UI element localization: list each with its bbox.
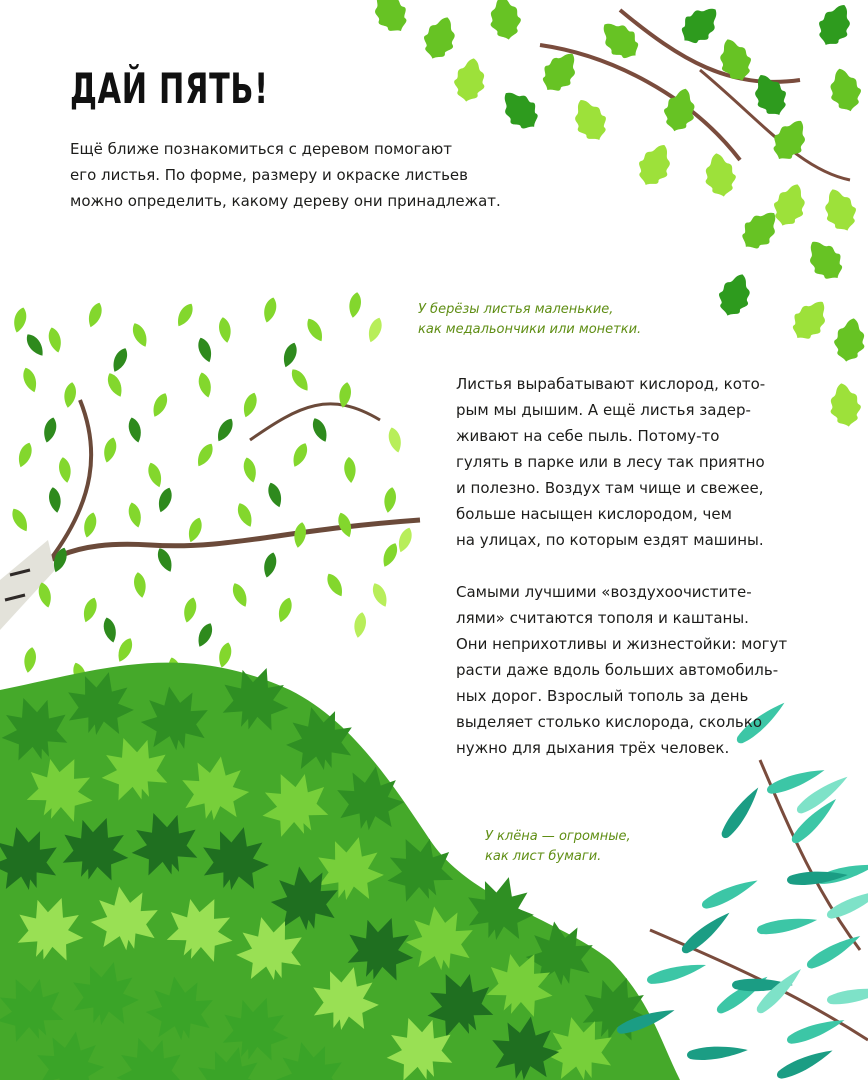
paragraph-line: гулять в парке или в лесу так приятно <box>456 453 765 471</box>
main-text-block <box>456 371 836 761</box>
caption-line: У клёна — огромные, <box>485 829 631 844</box>
paragraph-line: Листья вырабатывают кислород, кото- <box>456 375 766 393</box>
intro-line: его листья. По форме, размеру и окраске листьев <box>70 166 469 184</box>
paragraph-line: лями» считаются тополя и каштаны. <box>456 609 749 627</box>
paragraph-line: на улицах, по которым ездят машины. <box>456 531 764 549</box>
intro-line: можно определить, какому дереву они принадлежат. <box>70 192 501 210</box>
paragraph-line: расти даже вдоль больших автомобиль- <box>456 661 779 679</box>
birch-branch-left <box>0 291 420 689</box>
paragraph-line: рым мы дышим. А ещё листья задер- <box>456 401 751 419</box>
paragraph-line: живают на себе пыль. Потому-то <box>456 427 720 445</box>
caption-line: как медальончики или монетки. <box>418 322 642 337</box>
paragraph-line: Самыми лучшими «воздухоочистите- <box>456 583 752 601</box>
birch-leaf-caption <box>418 300 641 340</box>
intro-paragraph <box>70 136 590 214</box>
paragraph-gap <box>456 553 836 579</box>
caption-line: У берёзы листья маленькие, <box>418 302 614 317</box>
paragraph-line: Они неприхотливы и жизнестойки: могут <box>456 635 788 653</box>
caption-line: как лист бумаги. <box>485 849 602 864</box>
paragraph-air-cleaners <box>456 579 836 761</box>
paragraph-line: больше насыщен кислородом, чем <box>456 505 732 523</box>
page-title: ДАЙ ПЯТЬ! <box>70 64 269 113</box>
paragraph-line: и полезно. Воздух там чище и свежее, <box>456 479 764 497</box>
paragraph-line: ных дорог. Взрослый тополь за день <box>456 687 749 705</box>
maple-leaf-caption <box>485 827 631 867</box>
paragraph-line: выделяет столько кислорода, сколько <box>456 713 762 731</box>
paragraph-oxygen <box>456 371 836 553</box>
oak-canopy-top-right <box>366 0 868 429</box>
intro-line: Ещё ближе познакомиться с деревом помогают <box>70 140 452 158</box>
paragraph-line: нужно для дыхания трёх человек. <box>456 739 730 757</box>
